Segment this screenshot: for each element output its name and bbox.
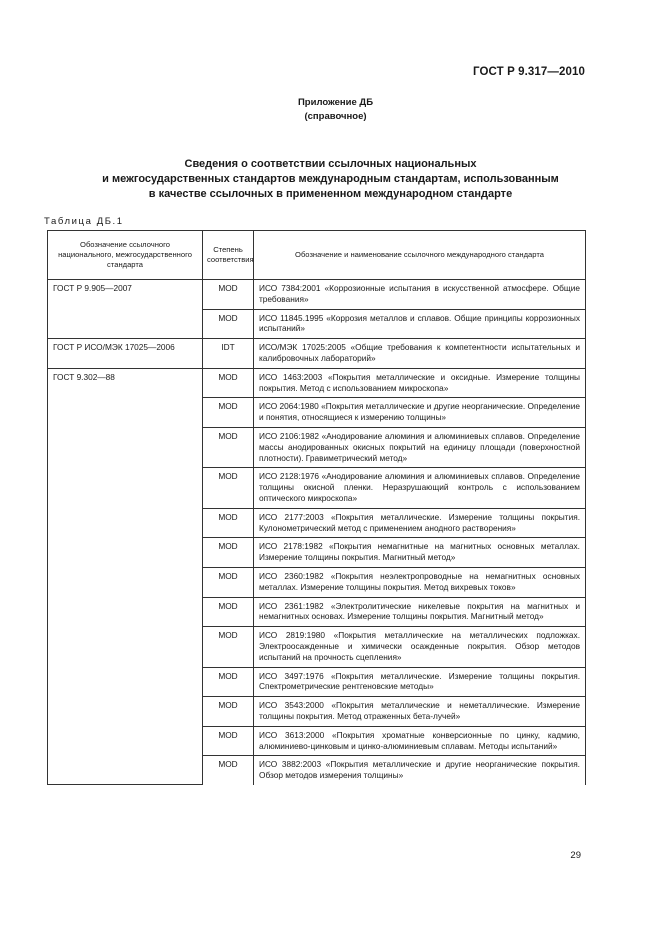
title-line: и межгосударственных стандартов международным стандартам, использованным	[102, 173, 559, 185]
degree-cell: MOD	[203, 368, 254, 398]
international-standard-cell: ИСО 2178:1982 «Покрытия немагнитные на магнитных основных металлах. Измерение толщины покрытия. Магнитный метод»	[254, 538, 586, 568]
degree-cell: MOD	[203, 427, 254, 467]
header-degree: Степень соответствия	[203, 231, 254, 280]
international-standard-cell: ИСО 2819:1980 «Покрытия металлические на металлических подложках. Электроосажденные и химически осажденные покрытия. Обзор методов испытаний на прочность сцепления»	[254, 627, 586, 667]
table-header-row	[48, 231, 586, 280]
degree-cell: MOD	[203, 468, 254, 508]
degree-cell: MOD	[203, 756, 254, 785]
international-standard-cell: ИСО 2128:1976 «Анодирование алюминия и алюминиевых сплавов. Определение толщины окисной пленки. Неразрушающий контроль с использованием оптического микроскопа»	[254, 468, 586, 508]
degree-cell: MOD	[203, 667, 254, 697]
degree-cell: MOD	[203, 567, 254, 597]
national-standard-cell: ГОСТ 9.302—88	[48, 368, 203, 785]
appendix-subtitle: (справочное)	[304, 111, 367, 122]
international-standard-cell: ИСО 3882:2003 «Покрытия металлические и другие неорганические покрытия. Обзор методов измерения толщины»	[254, 756, 586, 785]
degree-cell: MOD	[203, 597, 254, 627]
international-standard-cell: ИСО 2106:1982 «Анодирование алюминия и алюминиевых сплавов. Определение массы анодированных окисных покрытий на единицу площади (поверхностной плотности). Гравиметрический метод»	[254, 427, 586, 467]
degree-cell: MOD	[203, 538, 254, 568]
reference-standards-table	[47, 230, 586, 785]
section-title	[0, 157, 661, 202]
international-standard-cell: ИСО 3543:2000 «Покрытия металлические и неметаллические. Измерение толщины покрытия. Метод отраженных бета-лучей»	[254, 697, 586, 727]
appendix-heading	[0, 96, 661, 124]
degree-cell: MOD	[203, 697, 254, 727]
international-standard-cell: ИСО 11845.1995 «Коррозия металлов и сплавов. Общие принципы коррозионных испытаний»	[254, 309, 586, 339]
title-line: в качестве ссылочных в примененном международном стандарте	[148, 188, 513, 200]
international-standard-cell: ИСО/МЭК 17025:2005 «Общие требования к компетентности испытательных и калибровочных лабораторий»	[254, 339, 586, 369]
international-standard-cell: ИСО 2177:2003 «Покрытия металлические. Измерение толщины покрытия. Кулонометрический метод с применением анодного растворения»	[254, 508, 586, 538]
international-standard-cell: ИСО 3613:2000 «Покрытия хроматные конверсионные по цинку, кадмию, алюминиево-цинковым и цинко-алюминиевым сплавам. Методы испытаний»	[254, 726, 586, 756]
national-standard-cell: ГОСТ Р ИСО/МЭК 17025—2006	[48, 339, 203, 369]
table-row	[48, 368, 586, 398]
degree-cell: MOD	[203, 627, 254, 667]
degree-cell: MOD	[203, 280, 254, 310]
title-line: Сведения о соответствии ссылочных национальных	[184, 158, 477, 170]
degree-cell: MOD	[203, 309, 254, 339]
document-code: ГОСТ Р 9.317—2010	[473, 66, 585, 78]
table-label: Таблица ДБ.1	[44, 216, 124, 227]
international-standard-cell: ИСО 2360:1982 «Покрытия неэлектропроводные на немагнитных основных металлах. Измерение толщины покрытия. Метод вихревых токов»	[254, 567, 586, 597]
international-standard-cell: ИСО 2064:1980 «Покрытия металлические и другие неорганические. Определение и понятия, относящиеся к измерению толщины»	[254, 398, 586, 428]
degree-cell: MOD	[203, 726, 254, 756]
international-standard-cell: ИСО 1463:2003 «Покрытия металлические и оксидные. Измерение толщины покрытия. Метод с использованием микроскопа»	[254, 368, 586, 398]
page-number: 29	[570, 850, 581, 861]
international-standard-cell: ИСО 3497:1976 «Покрытия металлические. Измерение толщины покрытия. Спектрометрические рентгеновские методы»	[254, 667, 586, 697]
degree-cell: MOD	[203, 398, 254, 428]
table-row	[48, 280, 586, 310]
degree-cell: IDT	[203, 339, 254, 369]
table-row	[48, 339, 586, 369]
header-international: Обозначение и наименование ссылочного международного стандарта	[254, 231, 586, 280]
appendix-title: Приложение ДБ	[297, 97, 374, 108]
national-standard-cell: ГОСТ Р 9.905—2007	[48, 280, 203, 339]
degree-cell: MOD	[203, 508, 254, 538]
header-national: Обозначение ссылочного национального, межгосударственного стандарта	[48, 231, 203, 280]
international-standard-cell: ИСО 2361:1982 «Электролитические никелевые покрытия на магнитных и немагнитных основах. Измерение толщины покрытия. Магнитный метод»	[254, 597, 586, 627]
international-standard-cell: ИСО 7384:2001 «Коррозионные испытания в искусственной атмосфере. Общие требования»	[254, 280, 586, 310]
